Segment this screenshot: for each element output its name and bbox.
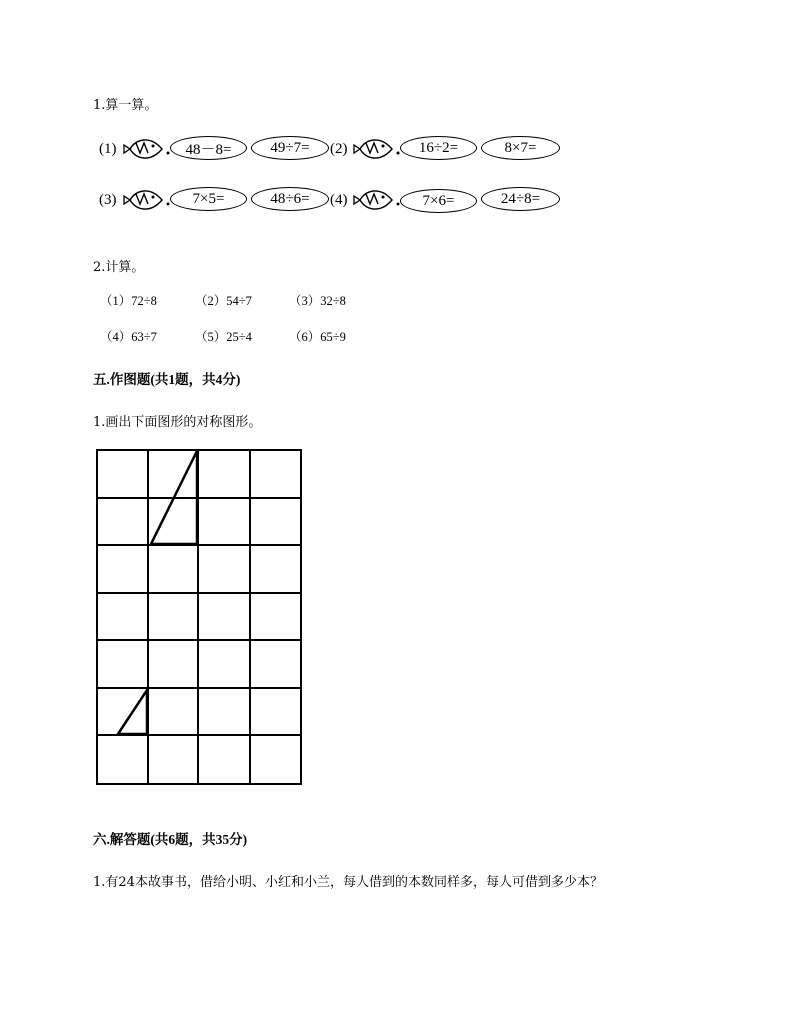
- q1-title: 1.算一算。: [93, 98, 158, 113]
- calc-item-number: （3）: [289, 294, 321, 308]
- section6-title: 六.解答题(共6题，共35分): [93, 832, 248, 847]
- calc-ellipse: 48－8=: [170, 136, 247, 160]
- calc-item-expression: 72÷8: [131, 294, 157, 308]
- section5-q1-text: 1.画出下面图形的对称图形。: [93, 415, 262, 430]
- row2-right-label: (4): [330, 192, 348, 208]
- calc-item-expression: 32÷8: [320, 294, 346, 308]
- calc-item: [100, 291, 157, 309]
- calc-ellipse: 7×6=: [400, 189, 477, 213]
- calc-ellipse: 48÷6=: [251, 187, 329, 211]
- symmetry-grid: [96, 449, 304, 787]
- q2-title: 2.计算。: [93, 260, 145, 275]
- calc-item-number: （5）: [195, 330, 227, 344]
- calc-ellipse: 7×5=: [170, 187, 247, 211]
- calc-item: [195, 327, 252, 345]
- fish-icon: [352, 133, 402, 165]
- calc-ellipse: 8×7=: [481, 136, 560, 160]
- calc-item-number: （6）: [289, 330, 321, 344]
- calc-item: [289, 327, 346, 345]
- fish-icon: [122, 133, 172, 165]
- calc-item-expression: 65÷9: [320, 330, 346, 344]
- calc-ellipse: 49÷7=: [251, 136, 329, 160]
- calc-item-expression: 54÷7: [226, 294, 252, 308]
- row1-right-label: (2): [330, 141, 348, 157]
- small-triangle: [118, 690, 147, 734]
- calc-item-number: （4）: [100, 330, 132, 344]
- calc-item-expression: 25÷4: [226, 330, 252, 344]
- calc-item: [100, 327, 157, 345]
- calc-ellipse: 16÷2=: [400, 136, 477, 160]
- fish-icon: [122, 184, 172, 216]
- row1-left-label: (1): [99, 141, 117, 157]
- calc-item: [289, 291, 346, 309]
- fish-icon: [352, 184, 402, 216]
- calc-item-expression: 63÷7: [131, 330, 157, 344]
- calc-ellipse: 24÷8=: [481, 187, 560, 211]
- calc-item-number: （1）: [100, 294, 132, 308]
- section5-title: 五.作图题(共1题，共4分): [93, 372, 241, 387]
- row2-left-label: (3): [99, 192, 117, 208]
- calc-item: [195, 291, 252, 309]
- section6-q1-text: 1.有24本故事书，借给小明、小红和小兰，每人借到的本数同样多，每人可借到多少本？: [93, 875, 603, 890]
- calc-item-number: （2）: [195, 294, 227, 308]
